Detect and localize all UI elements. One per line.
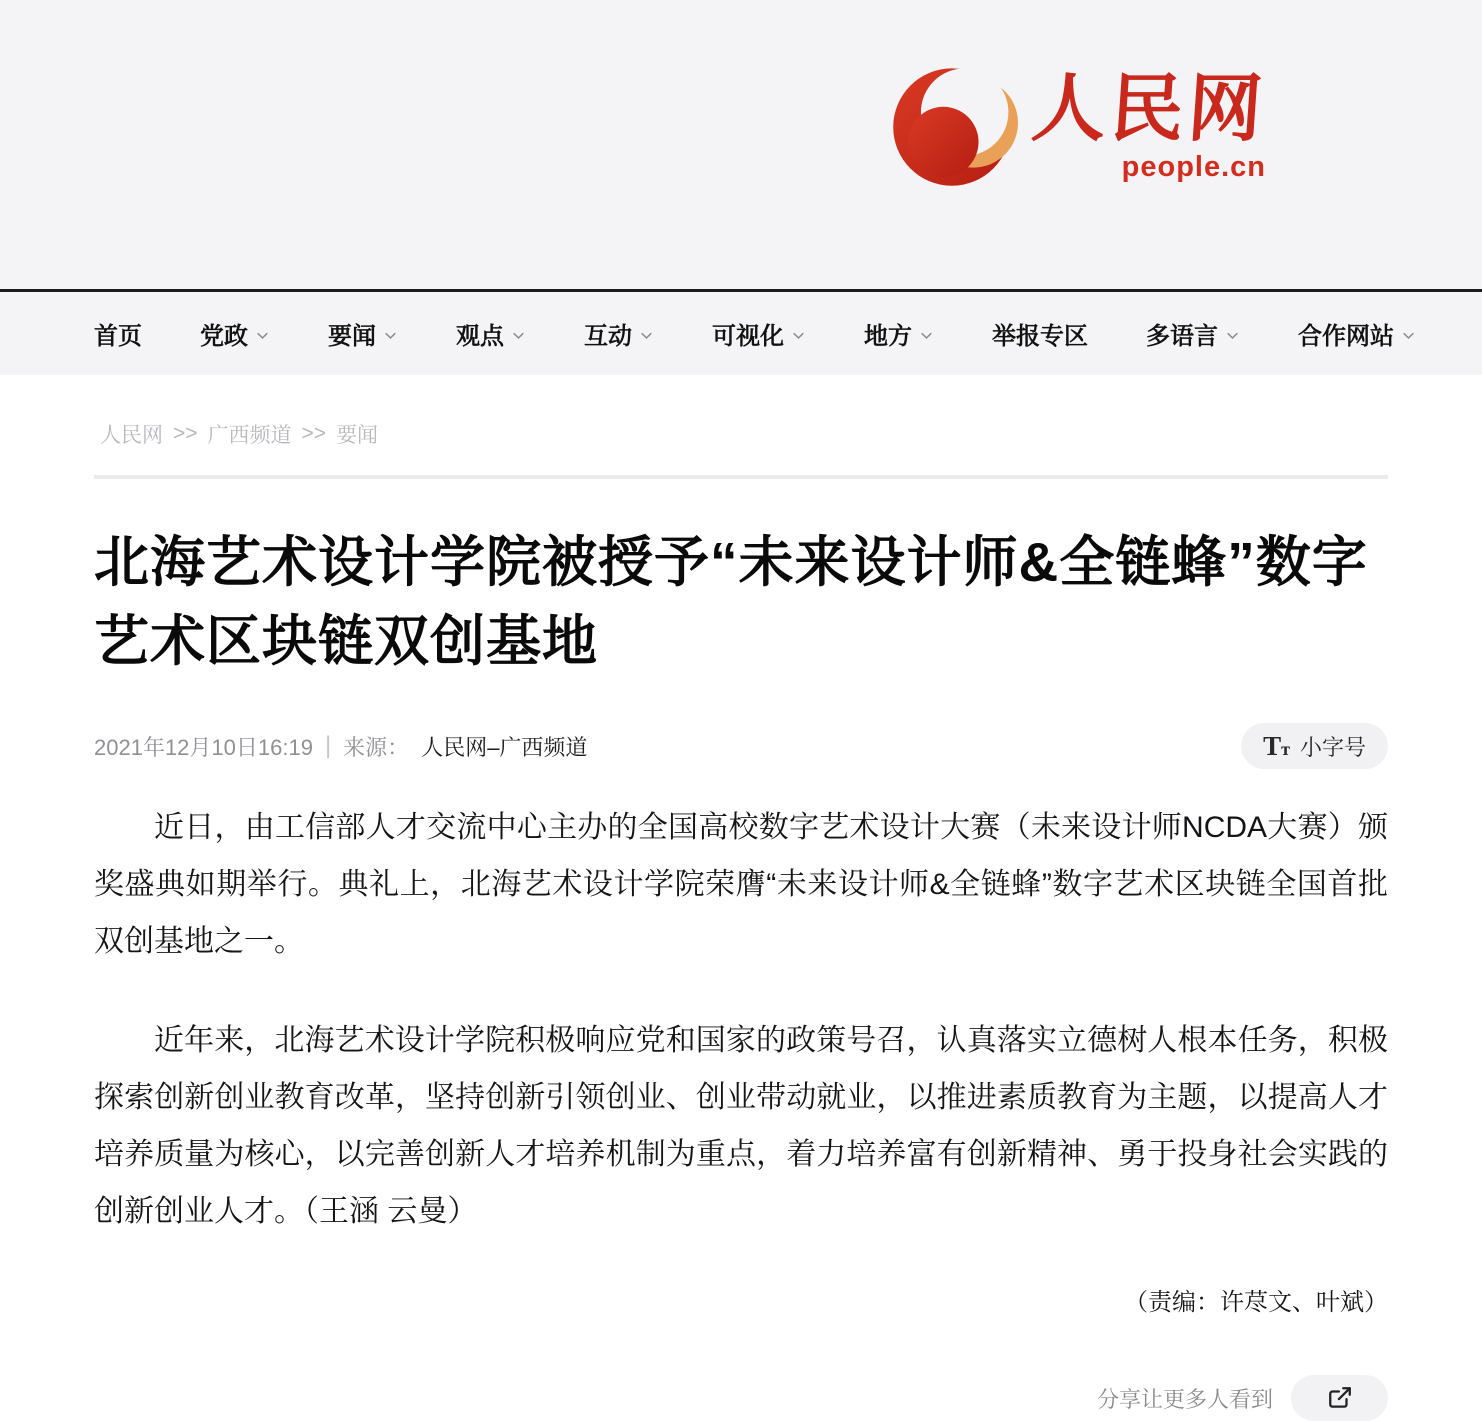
chevron-down-icon [791, 328, 806, 343]
source-label: 来源： [343, 734, 410, 760]
site-domain: people.cn [1121, 151, 1266, 183]
editor-credit: （责编：许荩文、叶斌） [1124, 1289, 1388, 1316]
share-section [94, 1375, 1388, 1421]
breadcrumb [94, 419, 1388, 449]
breadcrumb-link-guangxi-channel[interactable]: 广西频道 [207, 424, 292, 447]
meta-separator: | [324, 732, 332, 759]
article-paragraph: 近日，由工信部人才交流中心主办的全国高校数字艺术设计大赛（未来设计师NCDA大赛）颁奖盛典如期举行。典礼上，北海艺术设计学院荣膺“未来设计师&全链蜂”数字艺术区块链全国首批双创基地之一。 [94, 811, 1388, 958]
nav-item-home[interactable]: 首页 [94, 323, 142, 350]
chevron-down-icon [511, 328, 526, 343]
article-page [0, 419, 1482, 1421]
breadcrumb-separator: >> [173, 422, 198, 445]
nav-item-interaction[interactable]: 互动 [584, 316, 654, 351]
chevron-down-icon [639, 328, 654, 343]
nav-item-report-zone[interactable]: 举报专区 [992, 323, 1088, 350]
site-name-cn: 人民网 [1029, 67, 1269, 150]
breadcrumb-separator: >> [301, 422, 327, 445]
nav-item-visualization[interactable]: 可视化 [712, 316, 806, 351]
nav-item-top-news[interactable]: 要闻 [328, 316, 398, 351]
breadcrumb-link-people[interactable]: 人民网 [100, 424, 163, 447]
nav-item-regions[interactable]: 地方 [864, 316, 934, 351]
chevron-down-icon [383, 328, 398, 343]
main-nav [0, 292, 1482, 375]
nav-item-party-politics[interactable]: 党政 [200, 316, 270, 351]
share-button[interactable] [1291, 1375, 1388, 1421]
breadcrumb-divider [94, 475, 1388, 479]
share-label: 分享让更多人看到 [1096, 1386, 1273, 1412]
chevron-down-icon [1401, 328, 1416, 343]
font-size-icon: Tт [1263, 730, 1290, 761]
article-body [94, 799, 1388, 1240]
nav-item-multilingual[interactable]: 多语言 [1146, 316, 1240, 351]
site-logo[interactable] [890, 62, 1269, 190]
breadcrumb-link-top-news[interactable]: 要闻 [336, 424, 379, 447]
people-cn-globe-icon [890, 62, 1018, 190]
site-header [0, 0, 1482, 289]
publish-date: 2021年12月10日16:19 [94, 734, 313, 760]
article-title: 北海艺术设计学院被授予“未来设计师&全链蜂”数字艺术区块链双创基地 [94, 531, 1368, 672]
nav-item-opinions[interactable]: 观点 [456, 316, 526, 351]
font-size-button-label: 小字号 [1299, 734, 1366, 760]
article-paragraph: 近年来，北海艺术设计学院积极响应党和国家的政策号召，认真落实立德树人根本任务，积极探索创新创业教育改革，坚持创新引领创业、创业带动就业，以推进素质教育为主题，以提高人才培养质量为核心，以完善创新人才培养机制为重点，着力培养富有创新精神、勇于投身社会实践的创新创业人才。（王涵 云曼） [94, 1024, 1388, 1228]
chevron-down-icon [919, 328, 934, 343]
chevron-down-icon [255, 328, 270, 343]
font-size-button[interactable] [1241, 723, 1388, 769]
external-link-icon [1327, 1385, 1353, 1411]
article-meta [94, 723, 1388, 769]
chevron-down-icon [1225, 328, 1240, 343]
source-link[interactable]: 人民网–广西频道 [421, 734, 588, 760]
nav-item-partner-sites[interactable]: 合作网站 [1298, 316, 1416, 351]
